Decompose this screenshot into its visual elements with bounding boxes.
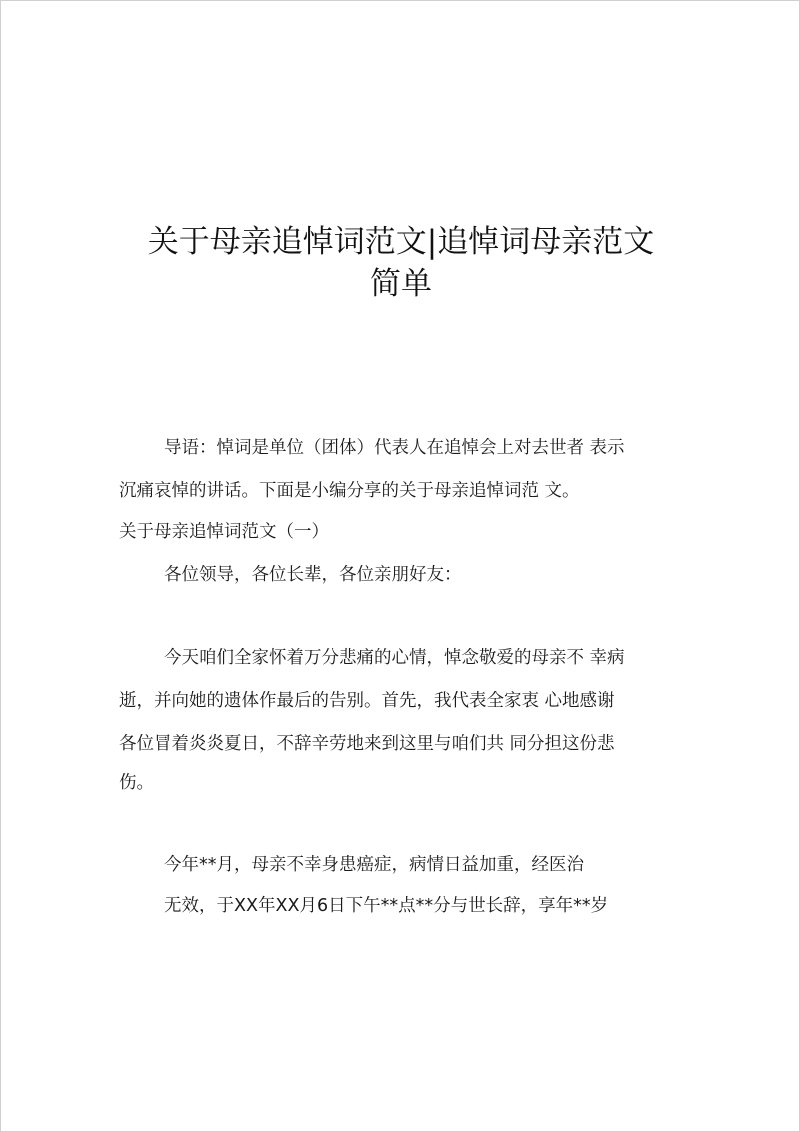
paragraph-1-line-3: 各位冒着炎炎夏日，不辞辛劳地来到这里与咱们共 同分担这份悲 xyxy=(119,734,615,754)
salutation: 各位领导，各位长辈，各位亲朋好友： xyxy=(164,565,462,585)
intro-line-1: 导语：悼词是单位（团体）代表人在追悼会上对去世者 表示 xyxy=(164,438,625,458)
document-title-line-2: 简单 xyxy=(370,266,432,302)
intro-line-2: 沉痛哀悼的讲话。下面是小编分享的关于母亲追悼词范 文。 xyxy=(119,481,580,501)
section-heading: 关于母亲追悼词范文（一） xyxy=(119,522,329,542)
paragraph-1-line-2: 逝，并向她的遗体作最后的告别。首先，我代表全家衷 心地感谢 xyxy=(119,691,615,711)
paragraph-1-line-1: 今天咱们全家怀着万分悲痛的心情，悼念敬爱的母亲不 幸病 xyxy=(164,648,625,668)
paragraph-2-line-1: 今年**月，母亲不幸身患癌症，病情日益加重，经医治 xyxy=(164,855,584,875)
document-title-line-1: 关于母亲追悼词范文|追悼词母亲范文 xyxy=(147,224,655,260)
paragraph-1-line-4: 伤。 xyxy=(119,773,154,793)
paragraph-2-line-2: 无效，于XX年XX月6日下午**点**分与世长辞，享年**岁 xyxy=(164,896,609,916)
